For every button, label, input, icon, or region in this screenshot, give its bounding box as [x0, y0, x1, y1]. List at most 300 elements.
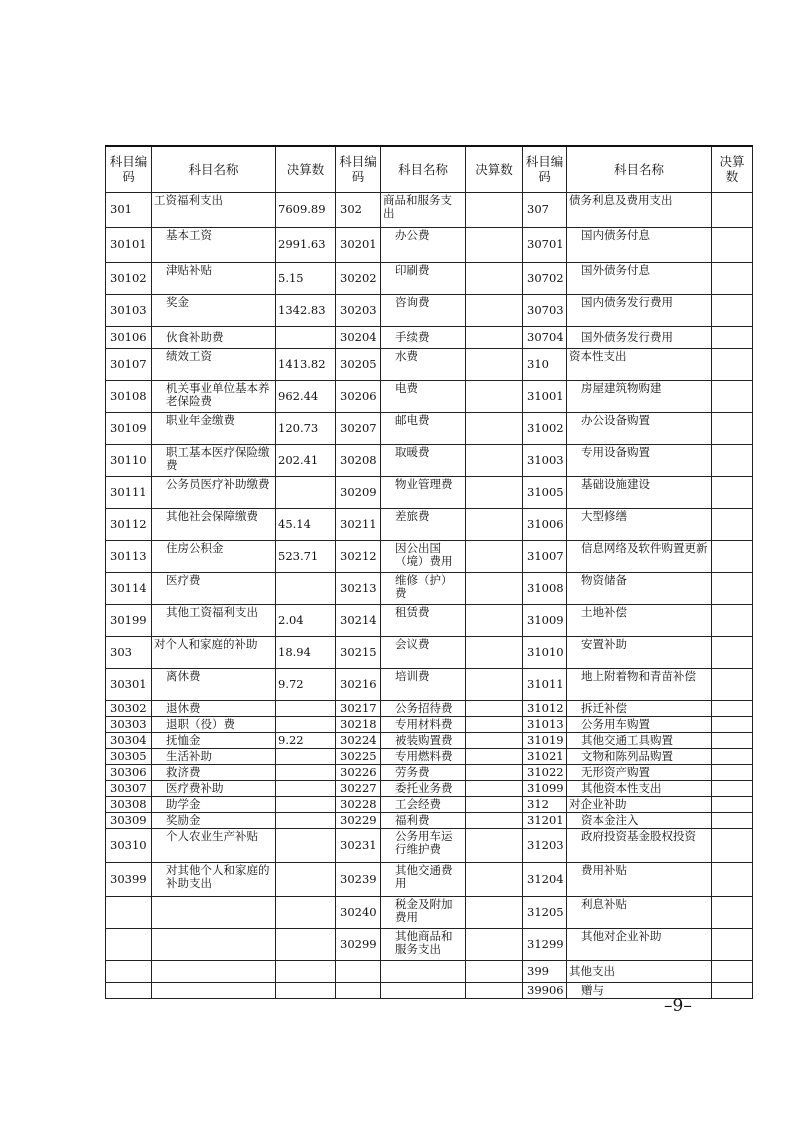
cell-code — [106, 928, 152, 960]
cell-code: 31003 — [523, 444, 567, 476]
cell-name: 文物和陈列品购置 — [567, 748, 712, 764]
cell-amount — [466, 780, 523, 796]
cell-amount: 1413.82 — [276, 348, 336, 380]
cell-amount — [276, 748, 336, 764]
cell-name: 绩效工资 — [152, 348, 276, 380]
cell-code: 30202 — [336, 262, 381, 294]
cell-code: 31022 — [523, 764, 567, 780]
cell-amount — [466, 508, 523, 540]
cell-name: 其他资本性支出 — [567, 780, 712, 796]
cell-amount — [466, 227, 523, 262]
cell-code: 30225 — [336, 748, 381, 764]
cell-name: 税金及附加费用 — [381, 896, 466, 928]
cell-amount — [466, 960, 523, 982]
cell-amount — [276, 764, 336, 780]
cell-code: 303 — [106, 636, 152, 668]
cell-amount — [712, 262, 753, 294]
cell-name: 水费 — [381, 348, 466, 380]
cell-name: 医疗费 — [152, 572, 276, 604]
cell-amount — [712, 982, 753, 998]
table-row — [106, 192, 753, 227]
cell-amount: 9.22 — [276, 732, 336, 748]
cell-amount: 523.71 — [276, 540, 336, 572]
cell-name: 其他工资福利支出 — [152, 604, 276, 636]
cell-amount — [712, 540, 753, 572]
cell-name: 利息补贴 — [567, 896, 712, 928]
cell-name: 国内债务付息 — [567, 227, 712, 262]
cell-code: 30217 — [336, 700, 381, 716]
cell-name: 国内债务发行费用 — [567, 294, 712, 326]
cell-code: 30305 — [106, 748, 152, 764]
cell-name: 个人农业生产补贴 — [152, 828, 276, 862]
page-number: –9– — [664, 996, 692, 1016]
cell-amount: 7609.89 — [276, 192, 336, 227]
cell-name: 生活补助 — [152, 748, 276, 764]
table-row — [106, 862, 753, 896]
cell-name: 助学金 — [152, 796, 276, 812]
table-row — [106, 764, 753, 780]
table-row — [106, 444, 753, 476]
cell-name: 被装购置费 — [381, 732, 466, 748]
cell-amount — [276, 928, 336, 960]
cell-code: 31001 — [523, 380, 567, 412]
cell-code: 30199 — [106, 604, 152, 636]
cell-amount — [466, 444, 523, 476]
cell-name: 因公出国（境）费用 — [381, 540, 466, 572]
table-row — [106, 896, 753, 928]
budget-table — [105, 145, 753, 999]
table-row — [106, 604, 753, 636]
cell-amount — [712, 192, 753, 227]
cell-amount — [276, 960, 336, 982]
cell-code: 30224 — [336, 732, 381, 748]
cell-name: 安置补助 — [567, 636, 712, 668]
cell-code: 31012 — [523, 700, 567, 716]
cell-code: 30308 — [106, 796, 152, 812]
table-row — [106, 668, 753, 700]
cell-name: 培训费 — [381, 668, 466, 700]
cell-amount — [276, 828, 336, 862]
cell-name: 赠与 — [567, 982, 712, 998]
table-row — [106, 732, 753, 748]
cell-code: 30113 — [106, 540, 152, 572]
cell-name: 地上附着物和青苗补偿 — [567, 668, 712, 700]
cell-code: 30304 — [106, 732, 152, 748]
cell-amount — [466, 828, 523, 862]
cell-code: 31006 — [523, 508, 567, 540]
table-row — [106, 636, 753, 668]
cell-code: 302 — [336, 192, 381, 227]
cell-amount — [466, 326, 523, 348]
cell-name: 国外债务发行费用 — [567, 326, 712, 348]
table-row — [106, 960, 753, 982]
table-row — [106, 540, 753, 572]
cell-name: 基本工资 — [152, 227, 276, 262]
cell-amount — [276, 862, 336, 896]
cell-name — [152, 896, 276, 928]
cell-name: 房屋建筑物购建 — [567, 380, 712, 412]
header-row — [106, 146, 753, 192]
cell-amount — [276, 572, 336, 604]
cell-code: 30103 — [106, 294, 152, 326]
cell-code — [336, 960, 381, 982]
cell-amount — [466, 604, 523, 636]
cell-code: 30208 — [336, 444, 381, 476]
cell-amount — [466, 294, 523, 326]
cell-amount — [466, 796, 523, 812]
cell-code: 30216 — [336, 668, 381, 700]
cell-code: 31010 — [523, 636, 567, 668]
cell-amount: 2.04 — [276, 604, 336, 636]
cell-amount — [276, 780, 336, 796]
cell-code: 30227 — [336, 780, 381, 796]
cell-name: 伙食补助费 — [152, 326, 276, 348]
cell-amount — [466, 380, 523, 412]
cell-code: 30218 — [336, 716, 381, 732]
cell-name: 大型修缮 — [567, 508, 712, 540]
table-row — [106, 412, 753, 444]
cell-amount — [712, 828, 753, 862]
cell-amount — [466, 748, 523, 764]
cell-code: 30112 — [106, 508, 152, 540]
cell-name: 费用补贴 — [567, 862, 712, 896]
table-row — [106, 982, 753, 998]
cell-code: 30228 — [336, 796, 381, 812]
cell-code: 30205 — [336, 348, 381, 380]
cell-code: 30101 — [106, 227, 152, 262]
cell-name: 资本金注入 — [567, 812, 712, 828]
table-row — [106, 326, 753, 348]
cell-amount — [712, 668, 753, 700]
cell-code: 312 — [523, 796, 567, 812]
table-row — [106, 796, 753, 812]
cell-amount — [712, 444, 753, 476]
cell-amount — [466, 636, 523, 668]
cell-code: 30239 — [336, 862, 381, 896]
cell-code: 30110 — [106, 444, 152, 476]
cell-code — [106, 960, 152, 982]
cell-name: 电费 — [381, 380, 466, 412]
cell-amount — [466, 262, 523, 294]
cell-name: 对其他个人和家庭的补助支出 — [152, 862, 276, 896]
table-row — [106, 227, 753, 262]
cell-amount — [712, 732, 753, 748]
cell-code: 30212 — [336, 540, 381, 572]
cell-name: 专用设备购置 — [567, 444, 712, 476]
cell-name: 信息网络及软件购置更新 — [567, 540, 712, 572]
cell-name: 无形资产购置 — [567, 764, 712, 780]
cell-code: 307 — [523, 192, 567, 227]
cell-amount — [712, 636, 753, 668]
cell-amount — [276, 716, 336, 732]
cell-code: 30701 — [523, 227, 567, 262]
header-amount: 决算数 — [712, 146, 753, 192]
cell-amount — [276, 326, 336, 348]
cell-amount — [712, 572, 753, 604]
cell-name: 物业管理费 — [381, 476, 466, 508]
cell-amount — [276, 700, 336, 716]
cell-name: 退休费 — [152, 700, 276, 716]
cell-code: 30303 — [106, 716, 152, 732]
cell-amount — [712, 294, 753, 326]
cell-code: 31021 — [523, 748, 567, 764]
cell-amount — [466, 716, 523, 732]
cell-amount — [466, 540, 523, 572]
cell-amount — [712, 716, 753, 732]
table-row — [106, 700, 753, 716]
cell-name — [152, 960, 276, 982]
cell-code: 30229 — [336, 812, 381, 828]
cell-name: 其他交通费用 — [381, 862, 466, 896]
cell-amount: 45.14 — [276, 508, 336, 540]
cell-amount — [712, 412, 753, 444]
cell-amount — [712, 748, 753, 764]
table-row — [106, 572, 753, 604]
cell-code: 30207 — [336, 412, 381, 444]
cell-name — [381, 982, 466, 998]
cell-name: 取暖费 — [381, 444, 466, 476]
cell-name: 维修（护）费 — [381, 572, 466, 604]
cell-amount — [466, 896, 523, 928]
cell-amount — [466, 928, 523, 960]
cell-name: 奖励金 — [152, 812, 276, 828]
cell-name: 土地补偿 — [567, 604, 712, 636]
cell-name: 专用燃料费 — [381, 748, 466, 764]
cell-code: 31205 — [523, 896, 567, 928]
cell-amount — [466, 700, 523, 716]
cell-name: 其他对企业补助 — [567, 928, 712, 960]
cell-name: 工会经费 — [381, 796, 466, 812]
cell-amount — [712, 780, 753, 796]
header-amount: 决算数 — [276, 146, 336, 192]
cell-code: 310 — [523, 348, 567, 380]
cell-code: 31005 — [523, 476, 567, 508]
header-code: 科目编码 — [523, 146, 567, 192]
cell-amount — [712, 960, 753, 982]
cell-code: 31011 — [523, 668, 567, 700]
cell-name: 专用材料费 — [381, 716, 466, 732]
cell-code: 30702 — [523, 262, 567, 294]
cell-code: 31203 — [523, 828, 567, 862]
table-row — [106, 348, 753, 380]
header-code: 科目编码 — [106, 146, 152, 192]
header-code: 科目编码 — [336, 146, 381, 192]
cell-name — [381, 960, 466, 982]
cell-name: 会议费 — [381, 636, 466, 668]
cell-code: 30213 — [336, 572, 381, 604]
cell-amount — [712, 348, 753, 380]
cell-code — [336, 982, 381, 998]
cell-code: 30240 — [336, 896, 381, 928]
cell-code: 31204 — [523, 862, 567, 896]
cell-name: 劳务费 — [381, 764, 466, 780]
cell-code: 30301 — [106, 668, 152, 700]
cell-code: 30107 — [106, 348, 152, 380]
cell-code: 30302 — [106, 700, 152, 716]
cell-amount: 962.44 — [276, 380, 336, 412]
cell-code: 30306 — [106, 764, 152, 780]
cell-amount: 120.73 — [276, 412, 336, 444]
cell-name: 商品和服务支出 — [381, 192, 466, 227]
cell-amount — [466, 572, 523, 604]
table-row — [106, 748, 753, 764]
cell-amount — [712, 764, 753, 780]
table-row — [106, 812, 753, 828]
cell-code: 30203 — [336, 294, 381, 326]
cell-code — [106, 896, 152, 928]
cell-code: 30226 — [336, 764, 381, 780]
cell-amount: 1342.83 — [276, 294, 336, 326]
cell-code: 31019 — [523, 732, 567, 748]
cell-amount — [712, 928, 753, 960]
cell-name: 医疗费补助 — [152, 780, 276, 796]
cell-name: 职工基本医疗保险缴费 — [152, 444, 276, 476]
cell-name: 公务员医疗补助缴费 — [152, 476, 276, 508]
cell-code: 30231 — [336, 828, 381, 862]
table-row — [106, 380, 753, 412]
cell-amount — [276, 812, 336, 828]
cell-name: 退职（役）费 — [152, 716, 276, 732]
cell-code: 399 — [523, 960, 567, 982]
cell-name: 国外债务付息 — [567, 262, 712, 294]
cell-amount: 9.72 — [276, 668, 336, 700]
cell-name: 公务招待费 — [381, 700, 466, 716]
table-row — [106, 780, 753, 796]
cell-name: 办公费 — [381, 227, 466, 262]
cell-code: 30703 — [523, 294, 567, 326]
cell-code: 30111 — [106, 476, 152, 508]
cell-name: 租赁费 — [381, 604, 466, 636]
table-row — [106, 476, 753, 508]
cell-name — [152, 928, 276, 960]
cell-name: 救济费 — [152, 764, 276, 780]
cell-code: 30211 — [336, 508, 381, 540]
cell-name: 其他支出 — [567, 960, 712, 982]
cell-code: 30309 — [106, 812, 152, 828]
cell-amount — [466, 982, 523, 998]
cell-name: 其他社会保障缴费 — [152, 508, 276, 540]
cell-code: 31007 — [523, 540, 567, 572]
cell-amount — [466, 812, 523, 828]
cell-code: 31099 — [523, 780, 567, 796]
cell-amount — [712, 812, 753, 828]
cell-amount — [466, 732, 523, 748]
cell-code: 30102 — [106, 262, 152, 294]
cell-code: 30114 — [106, 572, 152, 604]
cell-name: 邮电费 — [381, 412, 466, 444]
cell-name: 办公设备购置 — [567, 412, 712, 444]
table-row — [106, 294, 753, 326]
cell-amount — [712, 862, 753, 896]
cell-name: 资本性支出 — [567, 348, 712, 380]
cell-code: 31299 — [523, 928, 567, 960]
cell-name: 津贴补贴 — [152, 262, 276, 294]
cell-amount: 2991.63 — [276, 227, 336, 262]
cell-amount — [276, 476, 336, 508]
cell-amount — [276, 982, 336, 998]
cell-code: 39906 — [523, 982, 567, 998]
cell-name: 债务利息及费用支出 — [567, 192, 712, 227]
cell-name: 基础设施建设 — [567, 476, 712, 508]
cell-amount — [712, 604, 753, 636]
cell-amount — [712, 476, 753, 508]
cell-name: 委托业务费 — [381, 780, 466, 796]
cell-name: 手续费 — [381, 326, 466, 348]
cell-code: 31201 — [523, 812, 567, 828]
cell-amount — [712, 700, 753, 716]
header-name: 科目名称 — [152, 146, 276, 192]
cell-name: 印刷费 — [381, 262, 466, 294]
cell-code — [106, 982, 152, 998]
cell-name: 离休费 — [152, 668, 276, 700]
cell-name: 咨询费 — [381, 294, 466, 326]
cell-name: 公务用车购置 — [567, 716, 712, 732]
cell-amount — [712, 227, 753, 262]
cell-code: 30108 — [106, 380, 152, 412]
cell-name: 政府投资基金股权投资 — [567, 828, 712, 862]
cell-code: 30109 — [106, 412, 152, 444]
cell-name: 福利费 — [381, 812, 466, 828]
cell-code: 30310 — [106, 828, 152, 862]
cell-name: 奖金 — [152, 294, 276, 326]
cell-amount — [712, 380, 753, 412]
cell-code: 30299 — [336, 928, 381, 960]
cell-name: 物资储备 — [567, 572, 712, 604]
cell-amount — [712, 508, 753, 540]
cell-name: 机关事业单位基本养老保险费 — [152, 380, 276, 412]
cell-code: 30214 — [336, 604, 381, 636]
cell-name: 住房公积金 — [152, 540, 276, 572]
cell-code: 30399 — [106, 862, 152, 896]
cell-amount — [712, 796, 753, 812]
cell-name — [152, 982, 276, 998]
cell-code: 301 — [106, 192, 152, 227]
cell-code: 30206 — [336, 380, 381, 412]
cell-name: 其他交通工具购置 — [567, 732, 712, 748]
cell-name: 其他商品和服务支出 — [381, 928, 466, 960]
cell-code: 31009 — [523, 604, 567, 636]
header-name: 科目名称 — [381, 146, 466, 192]
cell-amount — [466, 862, 523, 896]
cell-code: 30204 — [336, 326, 381, 348]
cell-name: 职业年金缴费 — [152, 412, 276, 444]
cell-code: 30215 — [336, 636, 381, 668]
cell-code: 31002 — [523, 412, 567, 444]
cell-amount — [466, 348, 523, 380]
cell-code: 30307 — [106, 780, 152, 796]
cell-name: 公务用车运行维护费 — [381, 828, 466, 862]
cell-code: 31013 — [523, 716, 567, 732]
cell-amount — [276, 896, 336, 928]
cell-amount: 18.94 — [276, 636, 336, 668]
table-row — [106, 508, 753, 540]
cell-amount: 5.15 — [276, 262, 336, 294]
cell-amount — [466, 668, 523, 700]
table-row — [106, 262, 753, 294]
cell-name: 对企业补助 — [567, 796, 712, 812]
cell-name: 抚恤金 — [152, 732, 276, 748]
cell-name: 差旅费 — [381, 508, 466, 540]
cell-code: 30106 — [106, 326, 152, 348]
header-amount: 决算数 — [466, 146, 523, 192]
table-row — [106, 716, 753, 732]
cell-amount: 202.41 — [276, 444, 336, 476]
cell-amount — [712, 896, 753, 928]
cell-code: 30209 — [336, 476, 381, 508]
cell-code: 31008 — [523, 572, 567, 604]
cell-code: 30704 — [523, 326, 567, 348]
cell-amount — [466, 412, 523, 444]
